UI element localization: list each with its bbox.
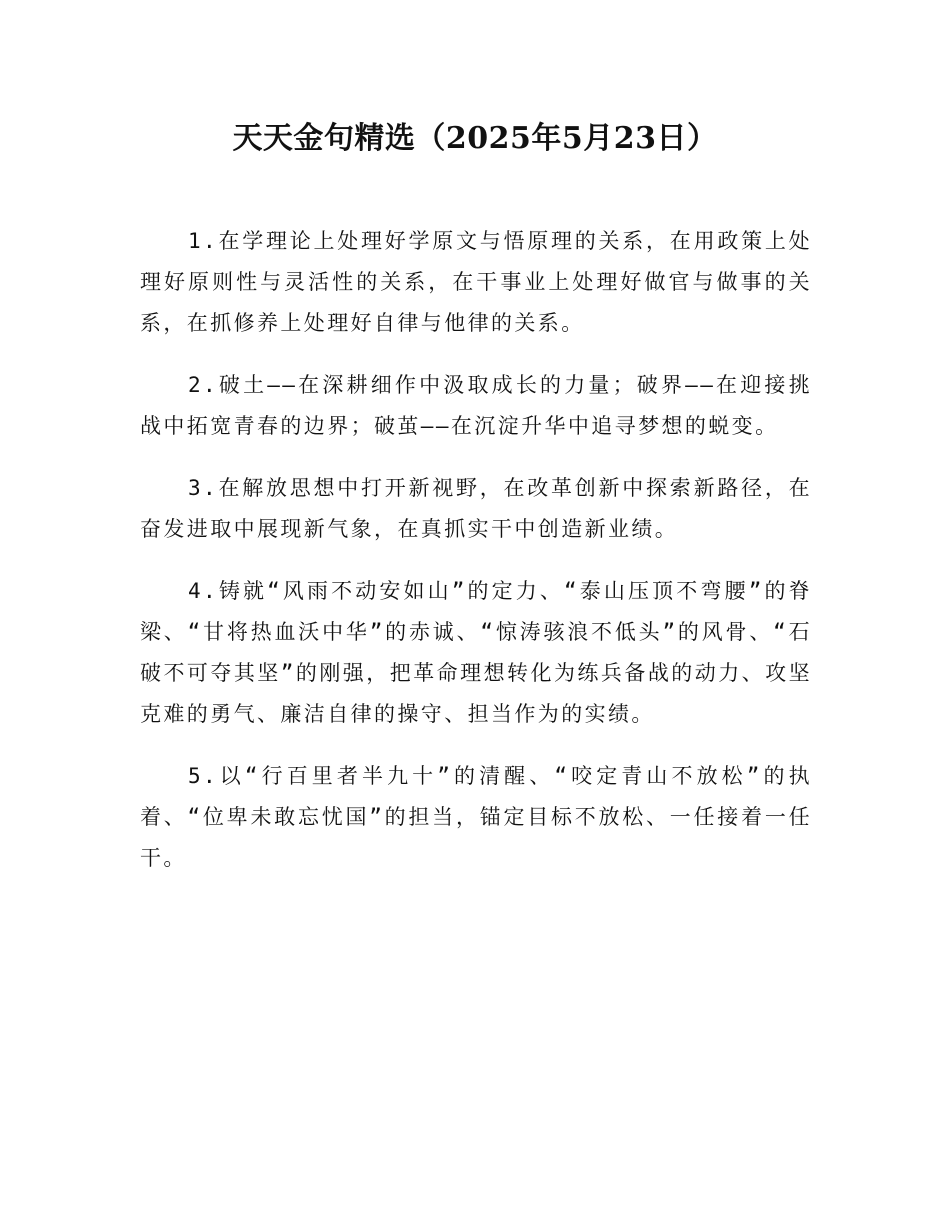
paragraph-3: 3.在解放思想中打开新视野，在改革创新中探索新路径，在奋发进取中展现新气象，在真抓实干中创造新业绩。 — [140, 476, 812, 541]
paragraph-5: 5.以“行百里者半九十”的清醒、“咬定青山不放松”的执着、“位卑未敢忘忧国”的担当，锚定目标不放松、一任接着一任干。 — [140, 764, 812, 870]
paragraph-1: 1.在学理论上处理好学原文与悟原理的关系，在用政策上处理好原则性与灵活性的关系，在干事业上处理好做官与做事的关系，在抓修养上处理好自律与他律的关系。 — [140, 229, 812, 335]
document-body — [140, 221, 812, 900]
page-title: 天天金句精选（2025年5月23日） — [232, 121, 718, 156]
paragraph-4: 4.铸就“风雨不动安如山”的定力、“泰山压顶不弯腰”的脊梁、“甘将热血沃中华”的赤诚、“惊涛骇浪不低头”的风骨、“石破不可夺其坚”的刚强，把革命理想转化为练兵备战的动力、攻坚克难的勇气、廉洁自律的操守、担当作为的实绩。 — [140, 579, 812, 726]
paragraph-2: 2.破土——在深耕细作中汲取成长的力量；破界——在迎接挑战中拓宽青春的边界；破茧——在沉淀升华中追寻梦想的蜕变。 — [140, 373, 812, 438]
